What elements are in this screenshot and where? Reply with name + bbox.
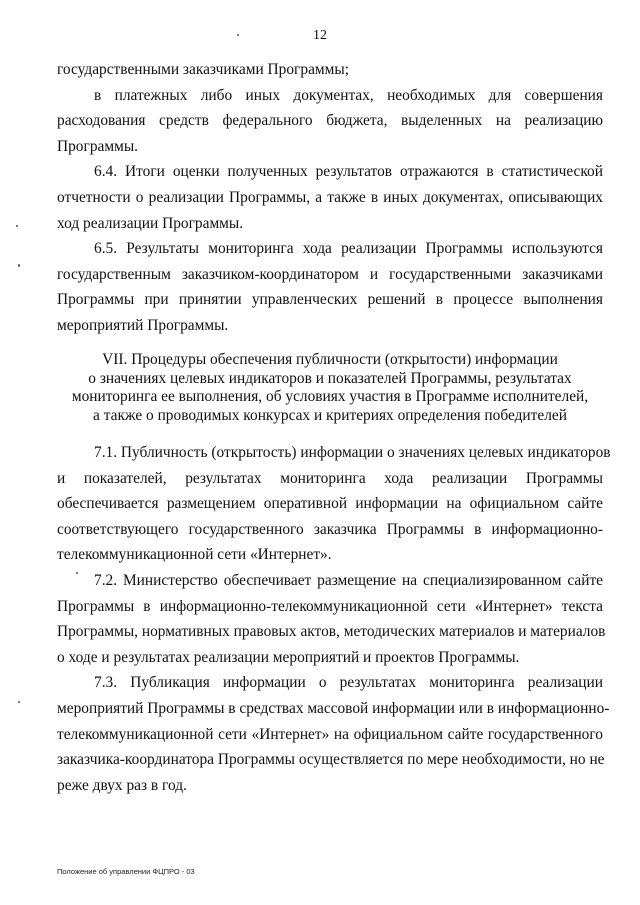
text-line: мероприятий Программы. <box>57 316 229 334</box>
text-line: и показателей, результатах мониторинга хода реализации Программы <box>57 469 603 487</box>
body-text-lower <box>57 440 611 798</box>
text-line: расходования средств федерального бюджета, выделенных на реализацию <box>57 112 603 130</box>
scan-speck <box>237 34 239 36</box>
text-line: 7.3. Публикация информации о результатах мониторинга реализации <box>94 674 603 692</box>
scan-speck <box>18 701 20 703</box>
text-line: 6.5. Результаты мониторинга хода реализации Программы используются <box>94 240 603 258</box>
text-line: в платежных либо иных документах, необходимых для совершения <box>94 86 603 104</box>
text-line: 6.4. Итоги оценки полученных результатов отражаются в статистической <box>94 163 603 181</box>
text-line: государственными заказчиками Программы; <box>57 61 349 78</box>
text-line: государственным заказчиком-координатором и государственными заказчиками <box>57 265 603 283</box>
scan-speck <box>18 264 20 267</box>
text-line: Программы, нормативных правовых актов, методических материалов и материалов <box>57 623 606 641</box>
body-text-upper <box>57 57 603 339</box>
scan-speck <box>16 225 18 227</box>
text-line: ход реализации Программы. <box>57 214 244 232</box>
text-line: 7.1. Публичность (открытость) информации о значениях целевых индикаторов <box>94 444 611 461</box>
text-line: 7.2. Министерство обеспечивает размещение на специализированном сайте <box>94 571 603 589</box>
page-number: 12 <box>313 28 327 43</box>
footer-note: Положение об управлении ФЦПРО - 03 <box>57 867 195 876</box>
text-line: мероприятий Программы в средствах массовой информации или в информационно- <box>57 699 610 717</box>
text-line: соответствующего государственного заказчика Программы в информационно- <box>57 520 603 538</box>
text-line: реже двух раз в год. <box>57 776 187 794</box>
heading-line: мониторинга ее выполнения, об условиях участия в Программе исполнителей, <box>71 388 589 405</box>
text-line: Программы при принятии управленческих решений в процессе выполнения <box>57 291 603 309</box>
text-line: заказчика-координатора Программы осуществляется по мере необходимости, но не <box>57 751 605 769</box>
text-line: обеспечивается размещением оперативной информации на официальном сайте <box>57 495 603 513</box>
text-line: телекоммуникационной сети «Интернет» на официальном сайте государственного <box>57 725 603 743</box>
text-line: Программы в информационно-телекоммуникационной сети «Интернет» текста <box>57 597 603 615</box>
text-line: телекоммуникационной сети «Интернет». <box>57 546 332 564</box>
text-line: Программы. <box>57 137 139 155</box>
heading-line: о значениях целевых индикаторов и показателей Программы, результатах <box>88 369 572 387</box>
text-line: о ходе и результатах реализации мероприятий и проектов Программы. <box>57 648 520 666</box>
section-heading <box>57 351 603 425</box>
scan-speck <box>76 572 78 574</box>
heading-line: а также о проводимых конкурсах и критериях определения победителей <box>93 406 567 424</box>
heading-line: VII. Процедуры обеспечения публичности (открытости) информации <box>102 351 558 368</box>
text-line: отчетности о реализации Программы, а также в иных документах, описывающих <box>57 188 603 206</box>
